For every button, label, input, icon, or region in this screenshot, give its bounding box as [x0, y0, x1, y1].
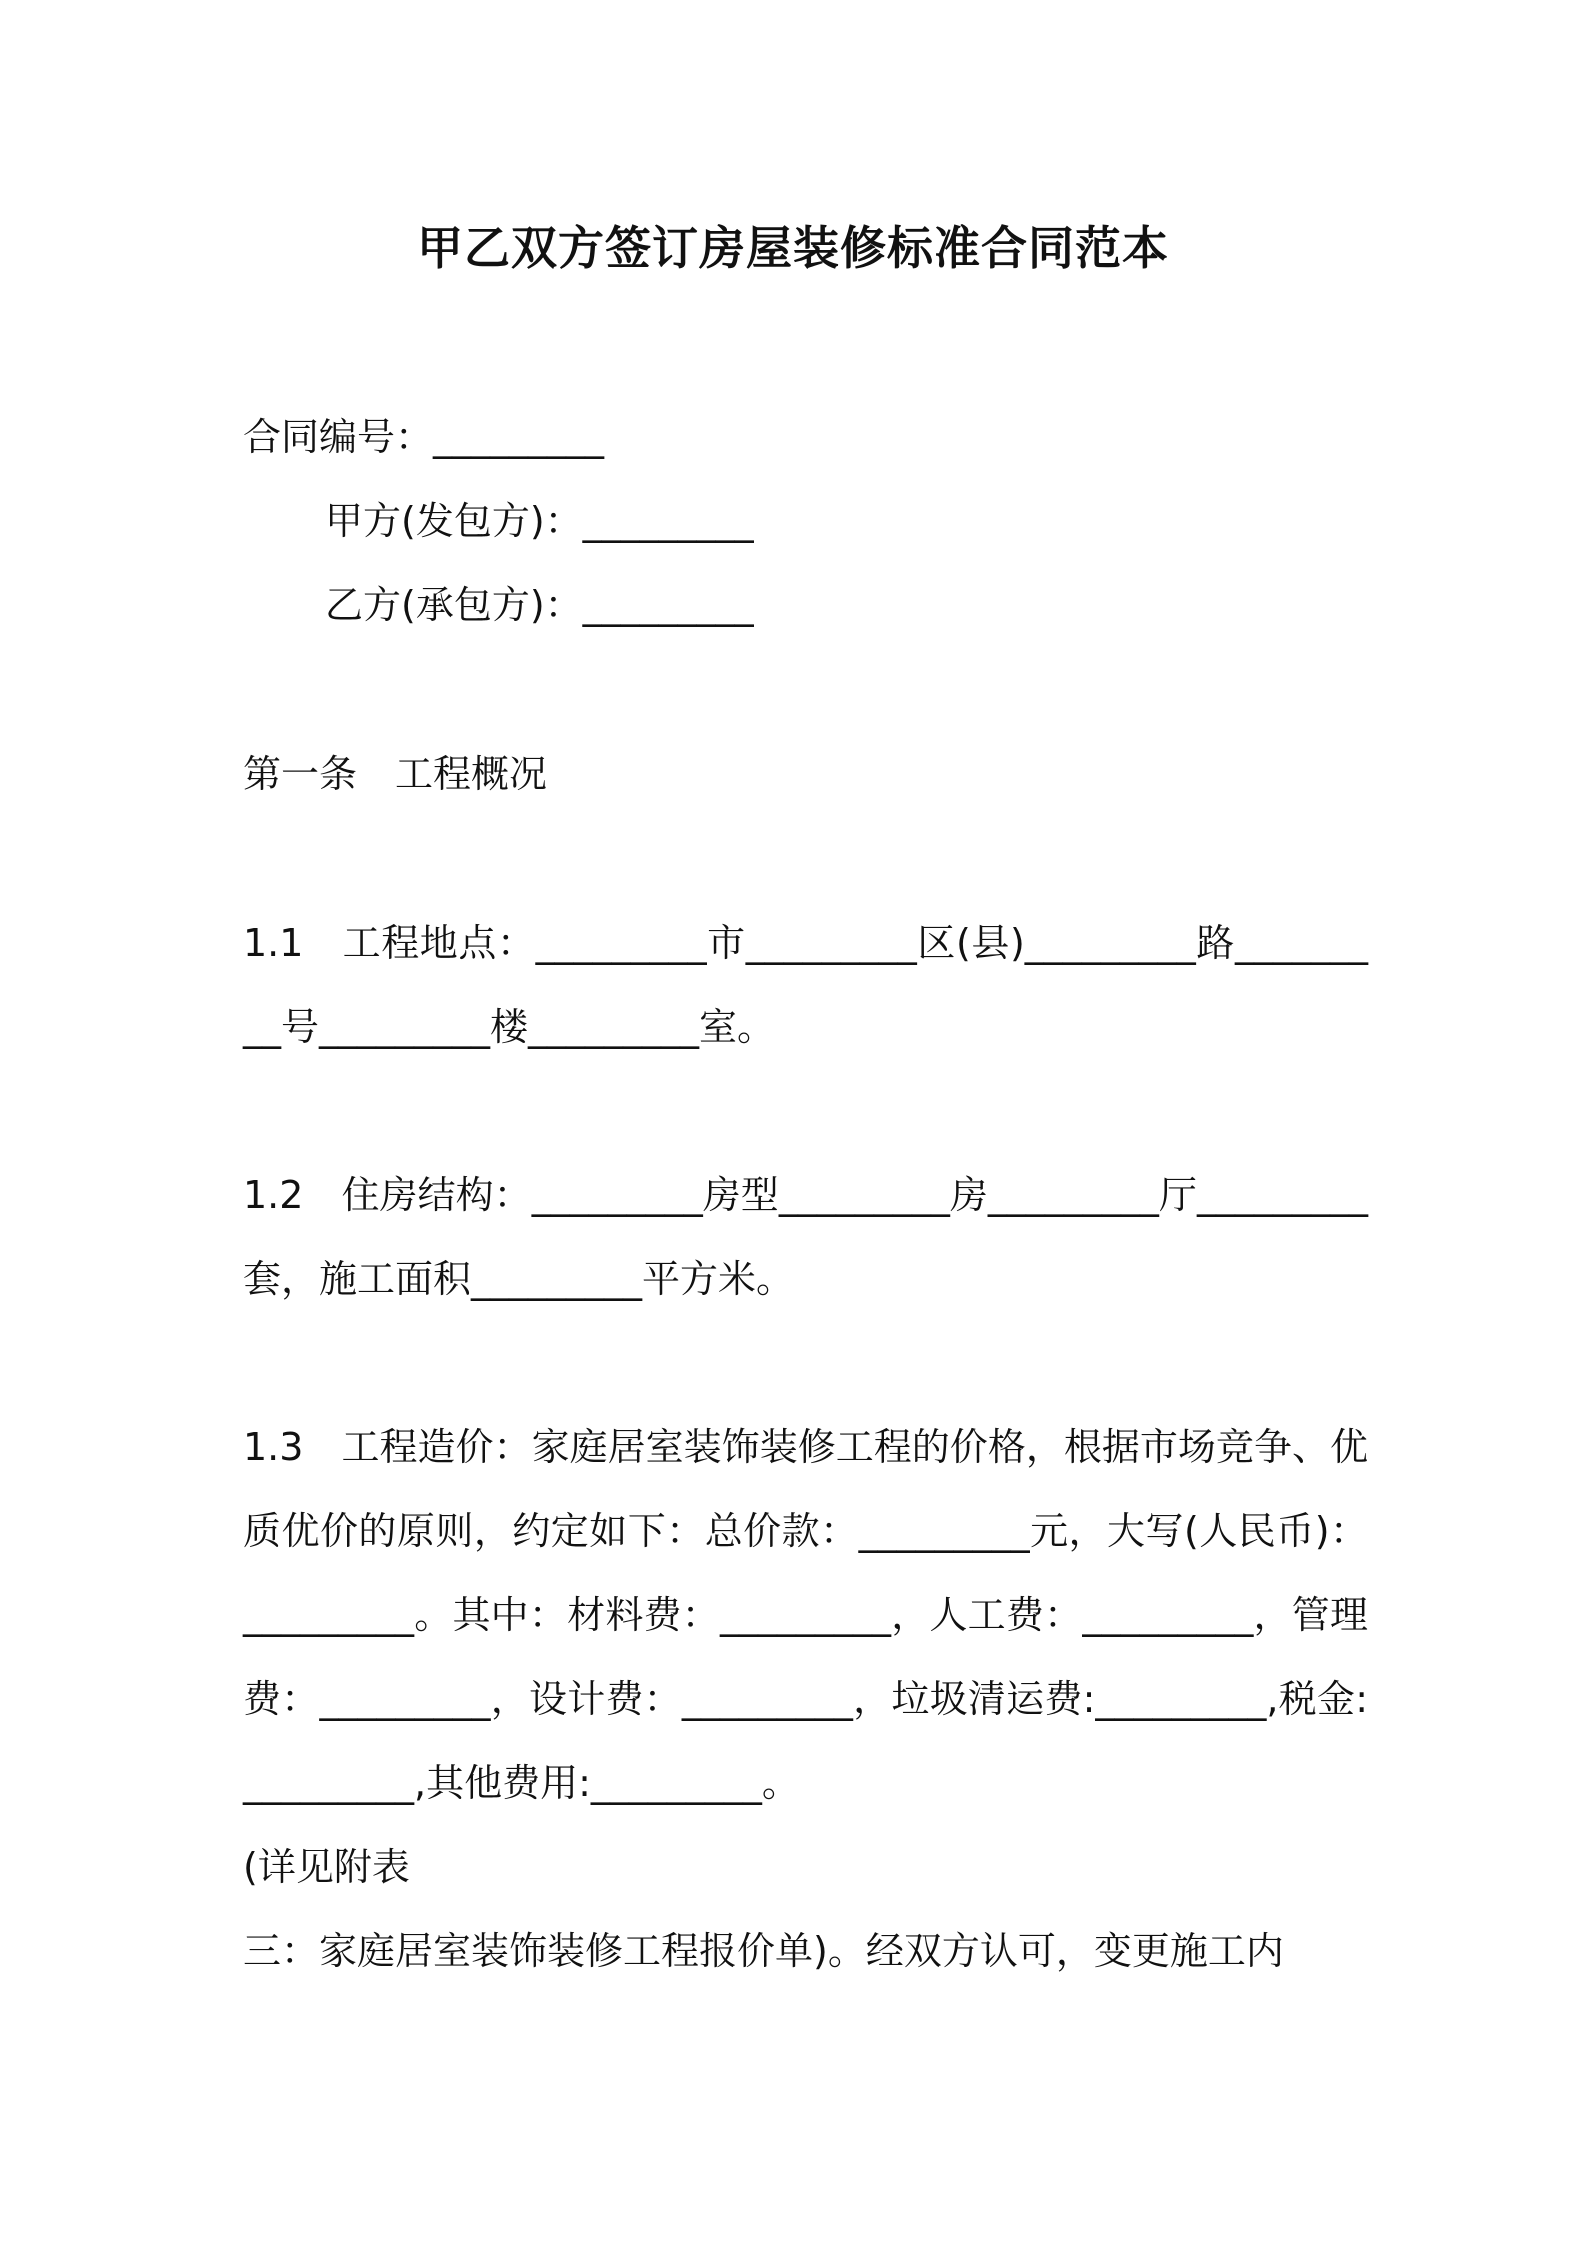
- party-a-line: 甲方(发包方)：_________: [325, 499, 754, 543]
- clause-1-2: 1.2 住房结构：_________房型_________房_________厅_________套，施工面积_________平方米。: [243, 1173, 1368, 1301]
- clause-1-3-continuation: (详见附表: [243, 1845, 410, 1889]
- party-b-line: 乙方(承包方)：_________: [325, 583, 754, 627]
- contract-number-line: 合同编号：_________: [243, 415, 605, 459]
- document-title: 甲乙双方签订房屋装修标准合同范本: [417, 221, 1169, 275]
- clause-1-1: 1.1 工程地点：_________市_________区(县)_________路_________号_________楼_________室。: [243, 921, 1368, 1049]
- article-1-heading: 第一条 工程概况: [243, 752, 548, 796]
- clause-1-3: 1.3 工程造价：家庭居室装饰装修工程的价格，根据市场竞争、优质优价的原则，约定如下：总价款：_________元，大写(人民币)：_________。其中：材料费：_________，人工费：_________，管理费：_________，设计费：_________，垃圾清运费:_________,税金:_________,其他费用:_________。: [243, 1425, 1368, 1805]
- appendix-reference-line: 三：家庭居室装饰装修工程报价单)。经双方认可，变更施工内: [243, 1929, 1284, 1973]
